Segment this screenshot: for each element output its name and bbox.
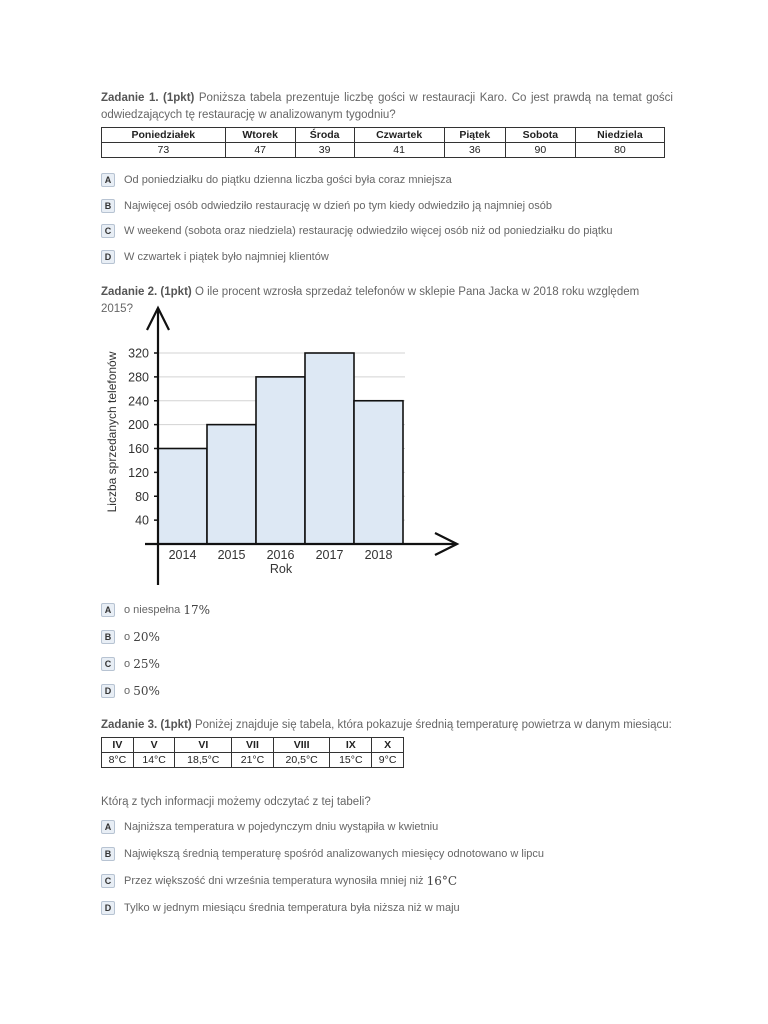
table-header-cell: Środa	[295, 128, 354, 143]
question-3-label: Zadanie 3. (1pkt)	[101, 719, 192, 731]
temperature-table	[101, 737, 404, 768]
answer-letter-badge: A	[101, 820, 115, 834]
y-tick-label: 280	[128, 370, 149, 385]
answer-value: 17%	[183, 603, 211, 617]
table-cell: 39	[295, 143, 354, 158]
bar-2016	[256, 377, 305, 544]
y-tick-label: 320	[128, 346, 149, 361]
answer-letter-badge: D	[101, 901, 115, 915]
question-3-text	[101, 717, 673, 734]
answer-text: Przez większość dni września temperatura wynosiła mniej niż	[124, 875, 424, 887]
table-header-cell: Poniedziałek	[102, 128, 226, 143]
x-tick-labels	[169, 548, 393, 562]
table-header-cell: Czwartek	[354, 128, 444, 143]
q1-answer-d[interactable]	[101, 250, 329, 264]
q1-answer-a[interactable]	[101, 173, 452, 187]
answer-text: Najniższa temperatura w pojedynczym dniu wystąpiła w kwietniu	[124, 821, 439, 833]
chart-bars	[158, 353, 403, 544]
y-tick-label: 200	[128, 418, 149, 433]
answer-value: 25%	[133, 657, 160, 671]
y-tick-label: 80	[135, 489, 149, 504]
q2-answer-c[interactable]	[101, 657, 160, 671]
table-cell: 21°C	[232, 753, 274, 768]
table-header-cell: Niedziela	[575, 128, 664, 143]
y-tick-label: 40	[135, 513, 149, 528]
answer-value: 50%	[133, 684, 160, 698]
answer-letter-badge: C	[101, 224, 115, 238]
answer-prefix: o	[124, 631, 131, 643]
table-cell: 18,5°C	[175, 753, 232, 768]
q2-answer-d[interactable]	[101, 684, 160, 698]
answer-letter-badge: A	[101, 173, 115, 187]
answer-prefix: o	[124, 685, 131, 697]
table-cell: 15°C	[330, 753, 372, 768]
bar-2018	[354, 401, 403, 544]
question-1-label: Zadanie 1. (1pkt)	[101, 92, 195, 104]
x-tick-label: 2018	[364, 548, 393, 562]
answer-text: Od poniedziałku do piątku dzienna liczba gości była coraz mniejsza	[124, 174, 452, 186]
answer-text: W weekend (sobota oraz niedziela) restaurację odwiedziło więcej osób niż od poniedziałku do piątku	[124, 225, 613, 237]
question-1-text	[101, 90, 673, 124]
question-2-label: Zadanie 2. (1pkt)	[101, 286, 192, 298]
answer-letter-badge: B	[101, 199, 115, 213]
guests-table	[101, 127, 665, 158]
answer-value: 20%	[133, 630, 160, 644]
answer-text: Najwięcej osób odwiedziło restaurację w dzień po tym kiedy odwiedziło ją najmniej osób	[124, 200, 552, 212]
table-cell: 80	[575, 143, 664, 158]
table-header-cell: V	[133, 738, 175, 753]
x-tick-label: 2017	[315, 548, 344, 562]
table-cell: 20,5°C	[273, 753, 330, 768]
table-header-cell: IX	[330, 738, 372, 753]
table-cell: 9°C	[372, 753, 404, 768]
bar-2015	[207, 425, 256, 544]
table-cell: 8°C	[102, 753, 134, 768]
table-header-cell: IV	[102, 738, 134, 753]
q3-answer-c[interactable]	[101, 874, 457, 888]
q1-answer-c[interactable]	[101, 224, 613, 238]
table-header-cell: Wtorek	[225, 128, 295, 143]
answer-letter-badge: D	[101, 684, 115, 698]
answer-prefix: o	[124, 658, 131, 670]
table-cell: 36	[444, 143, 505, 158]
table-cell: 41	[354, 143, 444, 158]
question-1-body: Poniższa tabela prezentuje liczbę gości w restauracji Karo. Co jest prawdą na temat gości odwiedzających tę restaurację w analizowanym tygodniu?	[101, 92, 673, 121]
temperature-table-value-row	[102, 753, 404, 768]
answer-letter-badge: B	[101, 847, 115, 861]
answer-letter-badge: A	[101, 603, 115, 617]
y-tick-label: 240	[128, 394, 149, 409]
q3-answer-b[interactable]	[101, 847, 544, 861]
table-header-cell: VIII	[273, 738, 330, 753]
guests-table-header-row	[102, 128, 665, 143]
table-header-cell: Sobota	[505, 128, 575, 143]
y-tick-label: 120	[128, 465, 149, 480]
table-header-cell: Piątek	[444, 128, 505, 143]
answer-text: Największą średnią temperaturę spośród analizowanych miesięcy odnotowano w lipcu	[124, 848, 545, 860]
y-axis-label: Liczba sprzedanych telefonów	[105, 351, 119, 513]
bar-2017	[305, 353, 354, 544]
answer-value: 16°C	[426, 874, 458, 888]
answer-prefix: o niespełna	[124, 604, 181, 616]
phone-sales-bar-chart	[95, 300, 465, 590]
answer-letter-badge: C	[101, 657, 115, 671]
table-cell: 47	[225, 143, 295, 158]
answer-letter-badge: C	[101, 874, 115, 888]
x-axis-label: Rok	[269, 562, 293, 576]
q1-answer-b[interactable]	[101, 199, 552, 213]
temperature-table-header-row	[102, 738, 404, 753]
question-3-subquestion: Którą z tych informacji możemy odczytać z tej tabeli?	[101, 796, 371, 808]
table-cell: 73	[102, 143, 226, 158]
bar-2014	[158, 449, 207, 545]
x-tick-label: 2015	[217, 548, 246, 562]
table-header-cell: VII	[232, 738, 274, 753]
question-2-body: O ile procent wzrosła sprzedaż telefonów w sklepie Pana Jacka w 2018 roku względem 2015?	[101, 286, 640, 315]
q2-answer-b[interactable]	[101, 630, 160, 644]
y-tick-label: 160	[128, 442, 149, 456]
y-tick-labels	[128, 347, 158, 528]
answer-letter-badge: B	[101, 630, 115, 644]
q3-answer-d[interactable]	[101, 901, 460, 915]
x-tick-label: 2016	[266, 548, 295, 562]
q3-answer-a[interactable]	[101, 820, 438, 834]
table-cell: 14°C	[133, 753, 175, 768]
question-3-body: Poniżej znajduje się tabela, która pokazuje średnią temperaturę powietrza w danym miesiącu:	[194, 719, 672, 731]
table-cell: 90	[505, 143, 575, 158]
answer-text: Tylko w jednym miesiącu średnia temperatura była niższa niż w maju	[124, 902, 460, 914]
table-header-cell: VI	[175, 738, 232, 753]
x-tick-label: 2014	[168, 548, 197, 562]
table-header-cell: X	[372, 738, 404, 753]
q2-answer-a[interactable]	[101, 603, 210, 617]
answer-text: W czwartek i piątek było najmniej klientów	[124, 251, 329, 263]
answer-letter-badge: D	[101, 250, 115, 264]
guests-table-value-row	[102, 143, 665, 158]
